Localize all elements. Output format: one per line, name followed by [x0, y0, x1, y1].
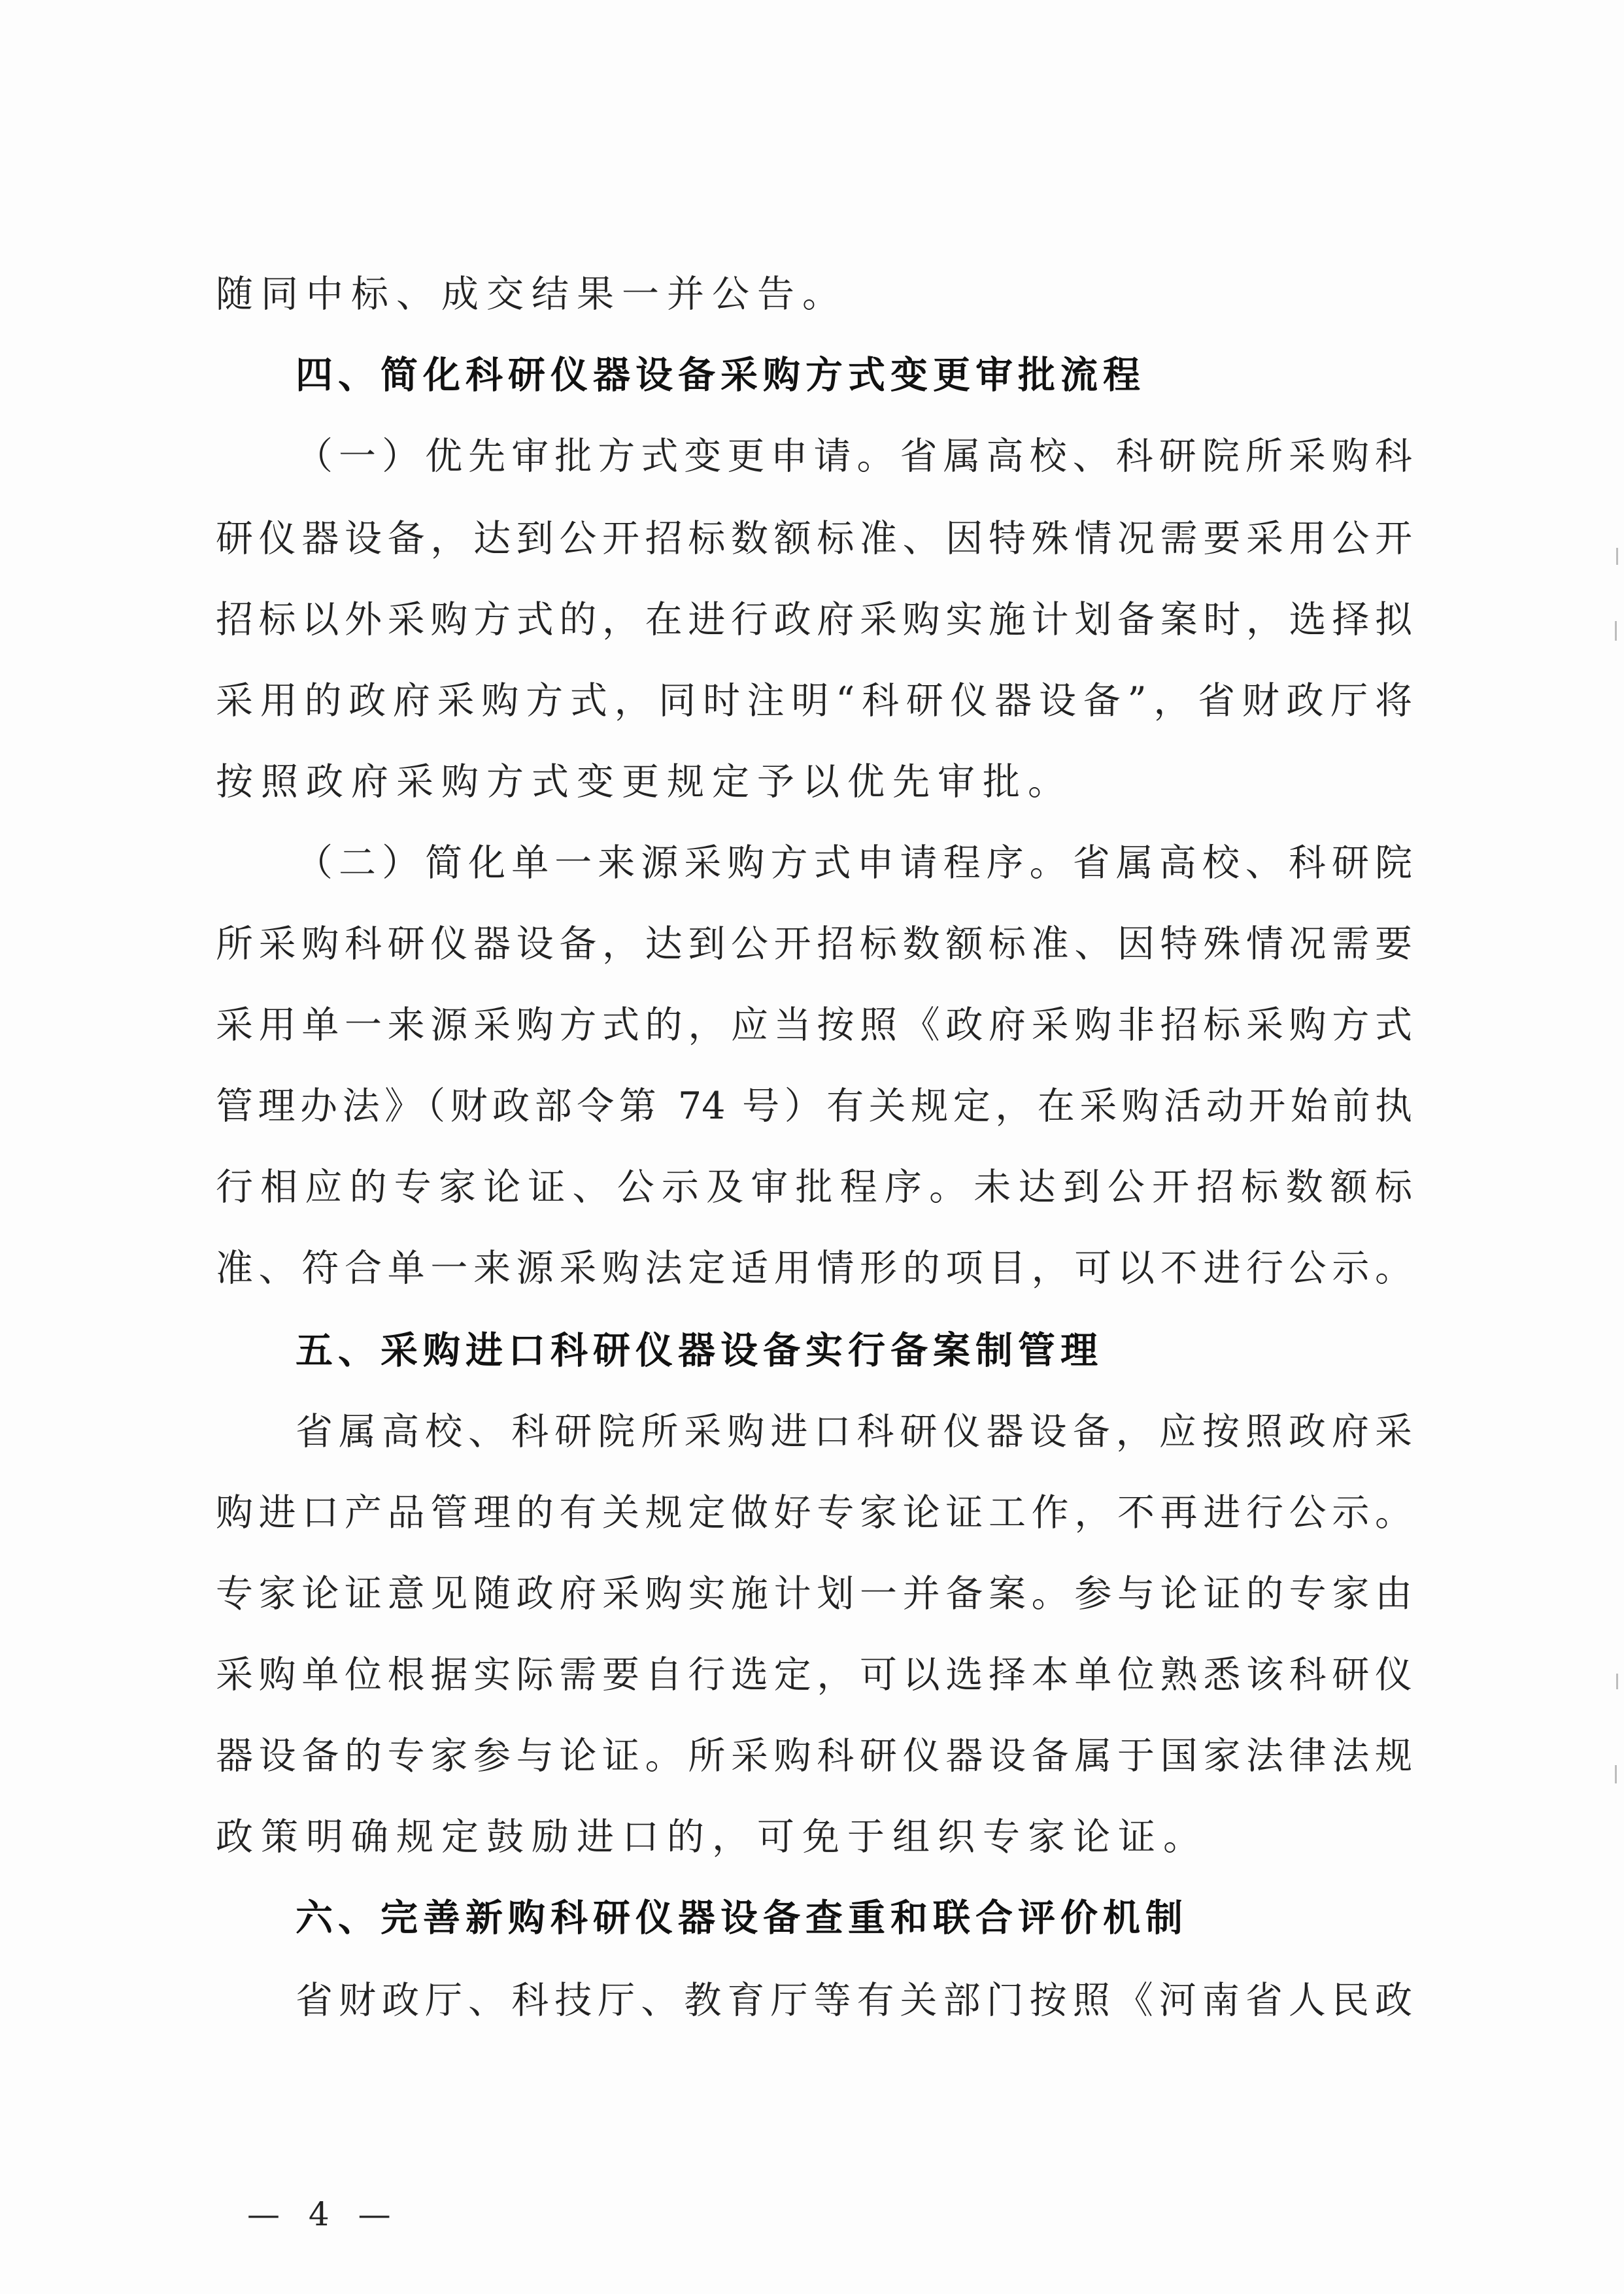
body-text-line: 省财政厅、科技厅、教育厅等有关部门按照《河南省人民政 — [296, 1979, 1412, 2022]
body-text-line: 研仪器设备，达到公开招标数额标准、因特殊情况需要采用公开 — [216, 517, 1412, 560]
body-text-line: 采购单位根据实际需要自行选定，可以选择本单位熟悉该科研仪 — [216, 1653, 1412, 1696]
body-text-line: （一）优先审批方式变更申请。省属高校、科研院所采购科 — [296, 435, 1412, 478]
scan-artifact — [1615, 621, 1617, 641]
body-text-line: 招标以外采购方式的，在进行政府采购实施计划备案时，选择拟 — [216, 598, 1412, 641]
scan-artifact — [1616, 1674, 1618, 1689]
page-number: — 4 — — [247, 2195, 400, 2233]
scan-artifact — [1615, 1765, 1617, 1783]
body-text-line: 所采购科研仪器设备，达到公开招标数额标准、因特殊情况需要 — [216, 922, 1412, 966]
section-heading-4: 四、简化科研仪器设备采购方式变更审批流程 — [296, 354, 1145, 397]
body-text-line: 购进口产品管理的有关规定做好专家论证工作，不再进行公示。 — [216, 1491, 1412, 1534]
body-text-line: 政策明确规定鼓励进口的，可免于组织专家论证。 — [216, 1815, 1208, 1859]
body-text-line: 随同中标、成交结果一并公告。 — [216, 273, 847, 316]
body-text-line: 采用的政府采购方式，同时注明“科研仪器设备”，省财政厅将 — [216, 679, 1412, 722]
body-text-line: 按照政府采购方式变更规定予以优先审批。 — [216, 760, 1073, 803]
section-heading-6: 六、完善新购科研仪器设备查重和联合评价机制 — [296, 1897, 1188, 1940]
body-text-line: 器设备的专家参与论证。所采购科研仪器设备属于国家法律法规 — [216, 1734, 1412, 1778]
body-text-line: 管理办法》（财政部令第 74 号）有关规定，在采购活动开始前执 — [216, 1085, 1412, 1128]
scan-artifact — [1616, 548, 1618, 565]
body-text-line: 采用单一来源采购方式的，应当按照《政府采购非招标采购方式 — [216, 1004, 1412, 1047]
body-text-line: 专家论证意见随政府采购实施计划一并备案。参与论证的专家由 — [216, 1572, 1412, 1615]
body-text-line: 行相应的专家论证、公示及审批程序。未达到公开招标数额标 — [216, 1166, 1412, 1209]
body-text-line: 准、符合单一来源采购法定适用情形的项目，可以不进行公示。 — [216, 1247, 1412, 1290]
body-text-line: 省属高校、科研院所采购进口科研仪器设备，应按照政府采 — [296, 1410, 1412, 1453]
section-heading-5: 五、采购进口科研仪器设备实行备案制管理 — [296, 1329, 1103, 1372]
body-text-line: （二）简化单一来源采购方式申请程序。省属高校、科研院 — [296, 841, 1412, 885]
